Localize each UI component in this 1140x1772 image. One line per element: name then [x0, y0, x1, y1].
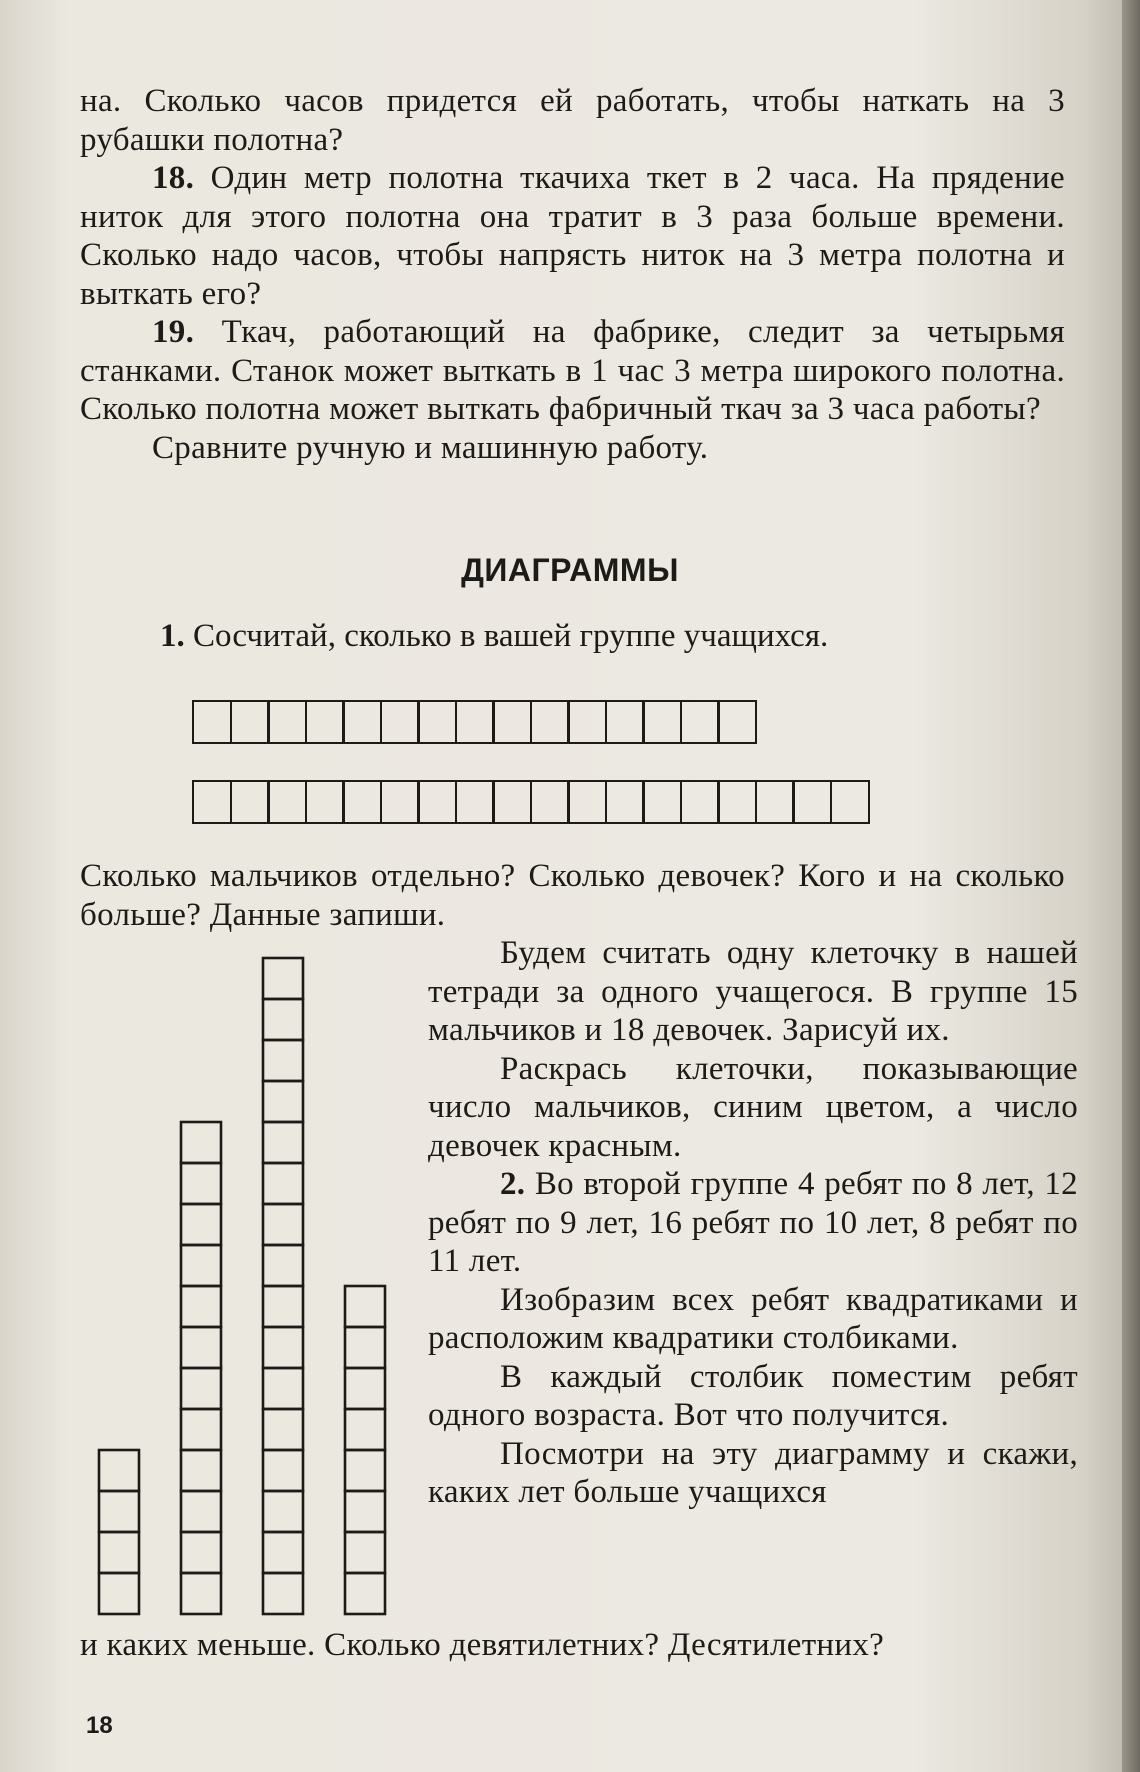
diagram-square — [181, 1491, 221, 1532]
side-paragraph: В каждый столбик поместим ребят одного возраста. Вот что получится. — [428, 1358, 1078, 1433]
pupil-cell — [492, 700, 532, 744]
diagram-column-4 — [345, 1286, 385, 1614]
diagram-square — [263, 1327, 303, 1368]
diagram-square — [345, 1532, 385, 1573]
pupil-cell — [680, 780, 720, 824]
pupil-cell — [380, 700, 420, 744]
problem-number: 2. — [500, 1166, 526, 1202]
pupil-cell — [267, 700, 307, 744]
side-paragraph: Будем считать одну клеточку в нашей тетради за одного учащегося. В группе 15 мальчиков и 18 девочек. Зарисуй их. — [428, 935, 1078, 1048]
task-1 — [160, 618, 828, 655]
age-diagram — [95, 950, 415, 1630]
pupil-cell — [642, 780, 682, 824]
diagram-column-1 — [99, 1450, 139, 1614]
pupil-cell — [455, 780, 495, 824]
problem-text: Ткач, работающий на фабрике, следит за четырьмя станками. Станок может выткать в 1 час 3 метра широкого полотна. Сколько полотна может выткать фабричный ткач за 3 часа работы? — [80, 314, 1065, 427]
diagram-square — [181, 1286, 221, 1327]
diagram-square — [181, 1409, 221, 1450]
pupil-cell — [717, 780, 757, 824]
pupil-cell — [530, 700, 570, 744]
pupil-cell — [342, 780, 382, 824]
diagram-square — [181, 1368, 221, 1409]
problem-number: 19. — [152, 314, 195, 350]
diagram-square — [263, 1450, 303, 1491]
pupil-cell — [305, 780, 345, 824]
diagram-square — [263, 1122, 303, 1163]
diagram-square — [263, 1245, 303, 1286]
question-text — [80, 857, 1065, 934]
problem-19 — [80, 313, 1065, 429]
problem-18 — [80, 159, 1065, 313]
question-paragraph: Сколько мальчиков отдельно? Сколько девочек? Кого и на сколько больше? Данные запиши. — [80, 858, 1065, 933]
pupil-cell — [417, 780, 457, 824]
diagram-square — [99, 1491, 139, 1532]
page-number: 18 — [86, 1712, 113, 1739]
side-text-block — [428, 934, 1078, 1512]
pupil-cell — [605, 780, 645, 824]
pupil-cell — [192, 700, 232, 744]
pupil-cell — [455, 700, 495, 744]
pupil-cell — [567, 780, 607, 824]
problem-text: Один метр полотна ткачиха ткет в 2 часа. На прядение ниток для этого полотна она тратит в 3 раза больше времени. Сколько надо часов, чтобы напрясть ниток на 3 метра полотна и выткать его? — [80, 160, 1065, 312]
pupil-cell — [830, 780, 870, 824]
diagram-square — [263, 1286, 303, 1327]
diagram-square — [263, 1573, 303, 1614]
pupil-cell — [492, 780, 532, 824]
diagram-square — [181, 1204, 221, 1245]
section-heading: ДИАГРАММЫ — [461, 552, 679, 588]
side-paragraph: Изобразим всех ребят квадратиками и расположим квадратики столбиками. — [428, 1281, 1078, 1356]
pupil-cell — [192, 780, 232, 824]
diagram-square — [263, 1409, 303, 1450]
diagram-square — [181, 1327, 221, 1368]
pupil-cell — [755, 780, 795, 824]
diagram-square — [181, 1532, 221, 1573]
diagram-square — [263, 1368, 303, 1409]
pupil-cell — [230, 700, 270, 744]
pupil-cell — [230, 780, 270, 824]
diagram-column-2 — [181, 1122, 221, 1614]
diagram-square — [263, 958, 303, 999]
top-text-block — [80, 82, 1065, 467]
diagram-square — [345, 1327, 385, 1368]
pupil-cell — [305, 700, 345, 744]
diagram-square — [99, 1573, 139, 1614]
compare-sentence: Сравните ручную и машинную работу. — [152, 429, 709, 466]
diagram-square — [263, 999, 303, 1040]
pupil-cell — [605, 700, 645, 744]
boys-cell-strip — [192, 700, 755, 744]
task-text: Сосчитай, сколько в вашей группе учащихся. — [184, 618, 829, 654]
problem-number: 18. — [152, 160, 195, 196]
pupil-cell — [530, 780, 570, 824]
task-number: 1. — [160, 618, 185, 654]
diagram-square — [345, 1573, 385, 1614]
diagram-square — [263, 1532, 303, 1573]
diagram-square — [263, 1163, 303, 1204]
girls-cell-strip — [192, 780, 867, 824]
diagram-square — [345, 1491, 385, 1532]
pupil-cell — [380, 780, 420, 824]
diagram-square — [345, 1368, 385, 1409]
diagram-square — [181, 1573, 221, 1614]
pupil-cell — [342, 700, 382, 744]
diagram-square — [263, 1081, 303, 1122]
end-text-block — [80, 1626, 1065, 1665]
problem-text: Во второй группе 4 ребят по 8 лет, 12 ребят по 9 лет, 16 ребят по 10 лет, 8 ребят по 11 лет. — [428, 1166, 1078, 1279]
diagram-square — [99, 1532, 139, 1573]
pupil-cell — [642, 700, 682, 744]
diagram-square — [345, 1286, 385, 1327]
paragraph-continuation: на. Сколько часов придется ей работать, чтобы наткать на 3 рубашки полотна? — [80, 83, 1065, 158]
pupil-cell — [267, 780, 307, 824]
diagram-square — [181, 1245, 221, 1286]
diagram-square — [263, 1491, 303, 1532]
diagram-square — [181, 1450, 221, 1491]
diagram-square — [263, 1040, 303, 1081]
pupil-cell — [717, 700, 757, 744]
pupil-cell — [567, 700, 607, 744]
pupil-cell — [792, 780, 832, 824]
side-paragraph: Посмотри на эту диаграмму и скажи, каких лет больше учащихся — [428, 1435, 1078, 1510]
pupil-cell — [417, 700, 457, 744]
diagram-square — [263, 1204, 303, 1245]
diagram-square — [181, 1163, 221, 1204]
problem-2 — [428, 1165, 1078, 1281]
diagram-square — [181, 1122, 221, 1163]
side-paragraph: Раскрась клеточки, показывающие число мальчиков, синим цветом, а число девочек красным. — [428, 1050, 1078, 1164]
diagram-column-3 — [263, 958, 303, 1614]
diagram-square — [345, 1450, 385, 1491]
diagram-square — [99, 1450, 139, 1491]
diagram-square — [345, 1409, 385, 1450]
page-edge — [1122, 0, 1140, 1772]
end-paragraph: и каких меньше. Сколько девятилетних? Десятилетних? — [80, 1627, 885, 1663]
pupil-cell — [680, 700, 720, 744]
